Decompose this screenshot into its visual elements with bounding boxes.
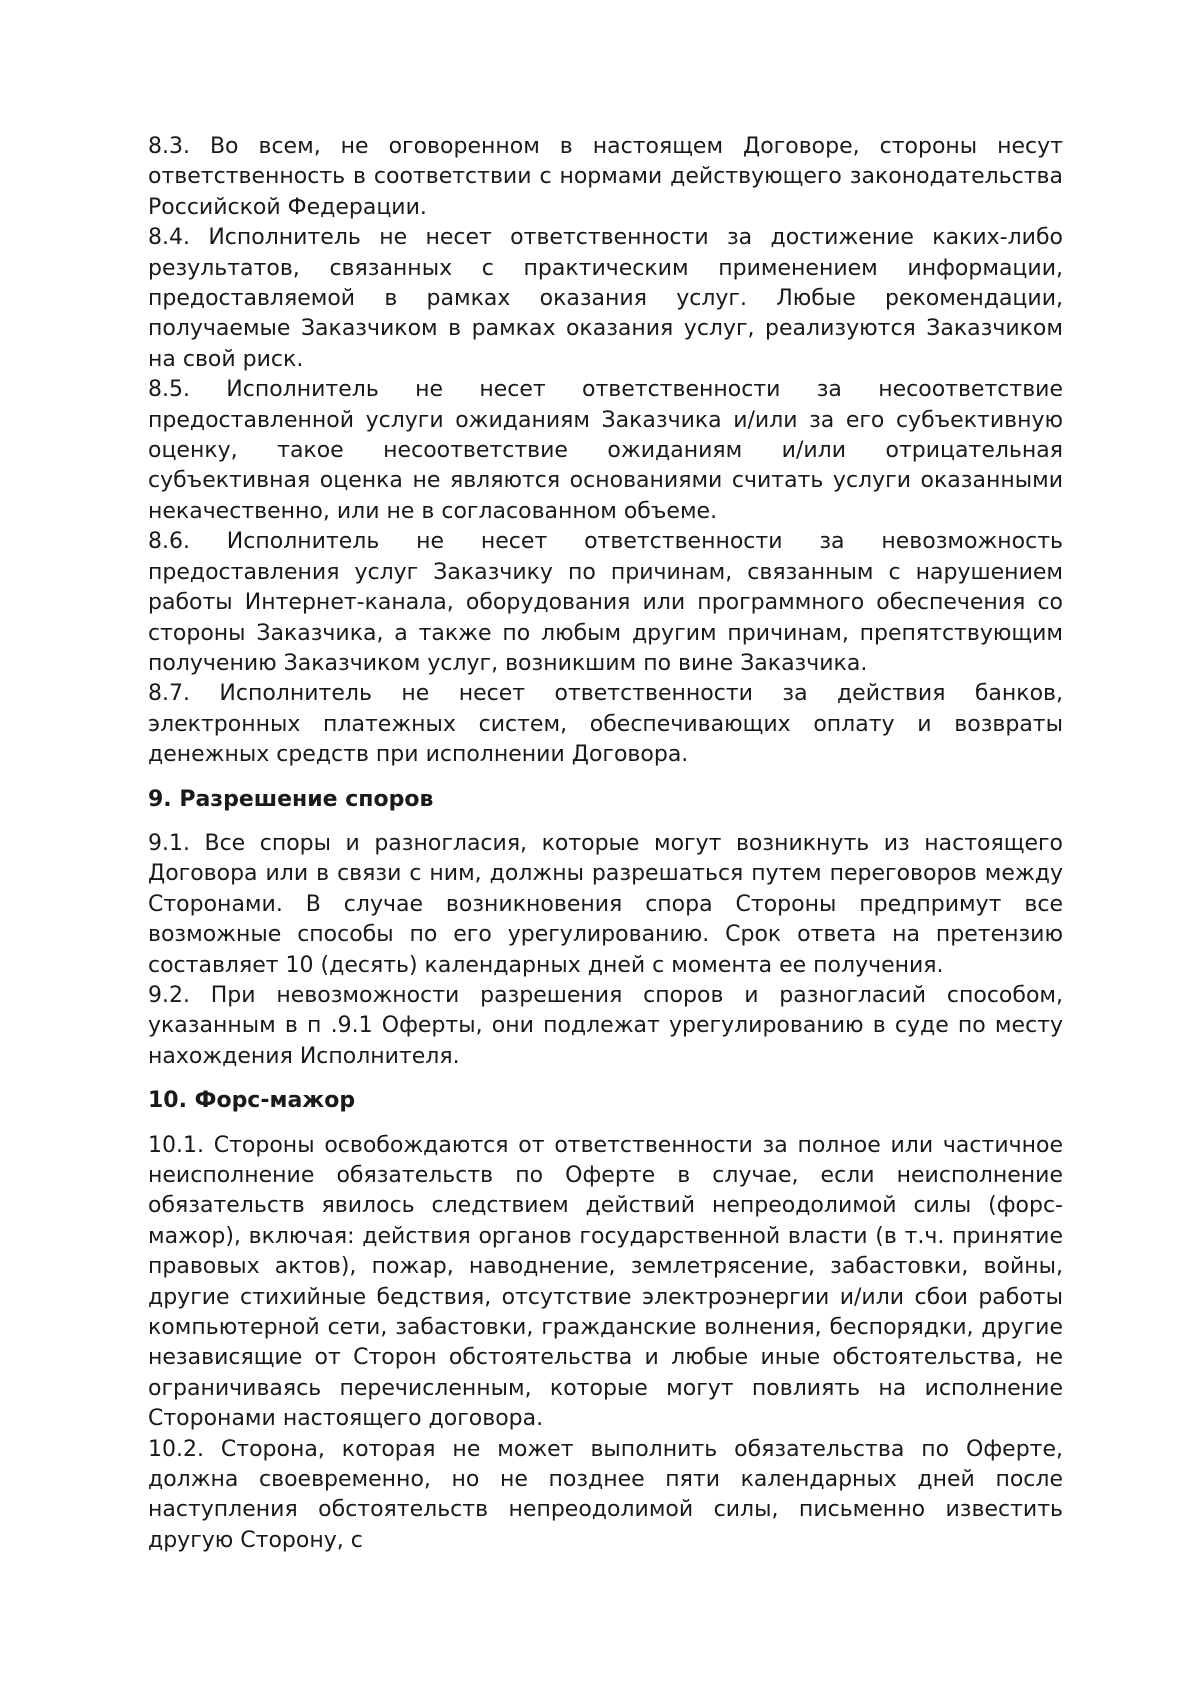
clause-8-5: 8.5. Исполнитель не несет ответственности за несоответствие предоставленной услуги ожиданиям Заказчика и/или за его субъективную оценку, такое несоответствие ожиданиям и/или отрицательная субъективная оценка не являются основаниями считать услуги оказанными некачественно, или не в согласованном объеме. xyxy=(148,377,1063,524)
section-9-heading: 9. Разрешение споров xyxy=(148,786,434,812)
clause-8-7: 8.7. Исполнитель не несет ответственности за действия банков, электронных платежных систем, обеспечивающих оплату и возвраты денежных средств при исполнении Договора. xyxy=(148,681,1063,768)
clause-9-2: 9.2. При невозможности разрешения споров и разногласий способом, указанным в п .9.1 Оферты, они подлежат урегулированию в суде по месту нахождения Исполнителя. xyxy=(148,982,1063,1069)
section-10-heading: 10. Форс-мажор xyxy=(148,1088,356,1114)
clause-8-3: 8.3. Во всем, не оговоренном в настоящем Договоре, стороны несут ответственность в соответствии с нормами действующего законодательства Российской Федерации. xyxy=(148,134,1063,220)
clause-10-2: 10.2. Сторона, которая не может выполнить обязательства по Оферте, должна своевременно, но не позднее пяти календарных дней после наступления обстоятельств непреодолимой силы, письменно известить другую Сторону, с xyxy=(148,1436,1063,1553)
clause-8-6: 8.6. Исполнитель не несет ответственности за невозможность предоставления услуг Заказчику по причинам, связанным с нарушением работы Интернет-канала, оборудования или программного обеспечения со стороны Заказчика, а также по любым другим причинам, препятствующим получению Заказчиком услуг, возникшим по вине Заказчика. xyxy=(148,529,1063,676)
clause-8-4: 8.4. Исполнитель не несет ответственности за достижение каких-либо результатов, связанных с практическим применением информации, предоставляемой в рамках оказания услуг. Любые рекомендации, получаемые Заказчиком в рамках оказания услуг, реализуются Заказчиком на свой риск. xyxy=(148,225,1063,372)
document-page xyxy=(148,132,1063,1556)
clause-10-1: 10.1. Стороны освобождаются от ответственности за полное или частичное неисполнение обязательств по Оферте в случае, если неисполнение обязательств явилось следствием действий непреодолимой силы (форс-мажор), включая: действия органов государственной власти (в т.ч. принятие правовых актов), пожар, наводнение, землетрясение, забастовки, войны, другие стихийные бедствия, отсутствие электроэнергии и/или сбои работы компьютерной сети, забастовки, гражданские волнения, беспорядки, другие независящие от Сторон обстоятельства и любые иные обстоятельства, не ограничиваясь перечисленным, которые могут повлиять на исполнение Сторонами настоящего договора. xyxy=(148,1132,1063,1432)
clause-9-1: 9.1. Все споры и разногласия, которые могут возникнуть из настоящего Договора или в связи с ним, должны разрешаться путем переговоров между Сторонами. В случае возникновения спора Стороны предпримут все возможные способы по его урегулированию. Срок ответа на претензию составляет 10 (десять) календарных дней с момента ее получения. xyxy=(148,830,1063,978)
